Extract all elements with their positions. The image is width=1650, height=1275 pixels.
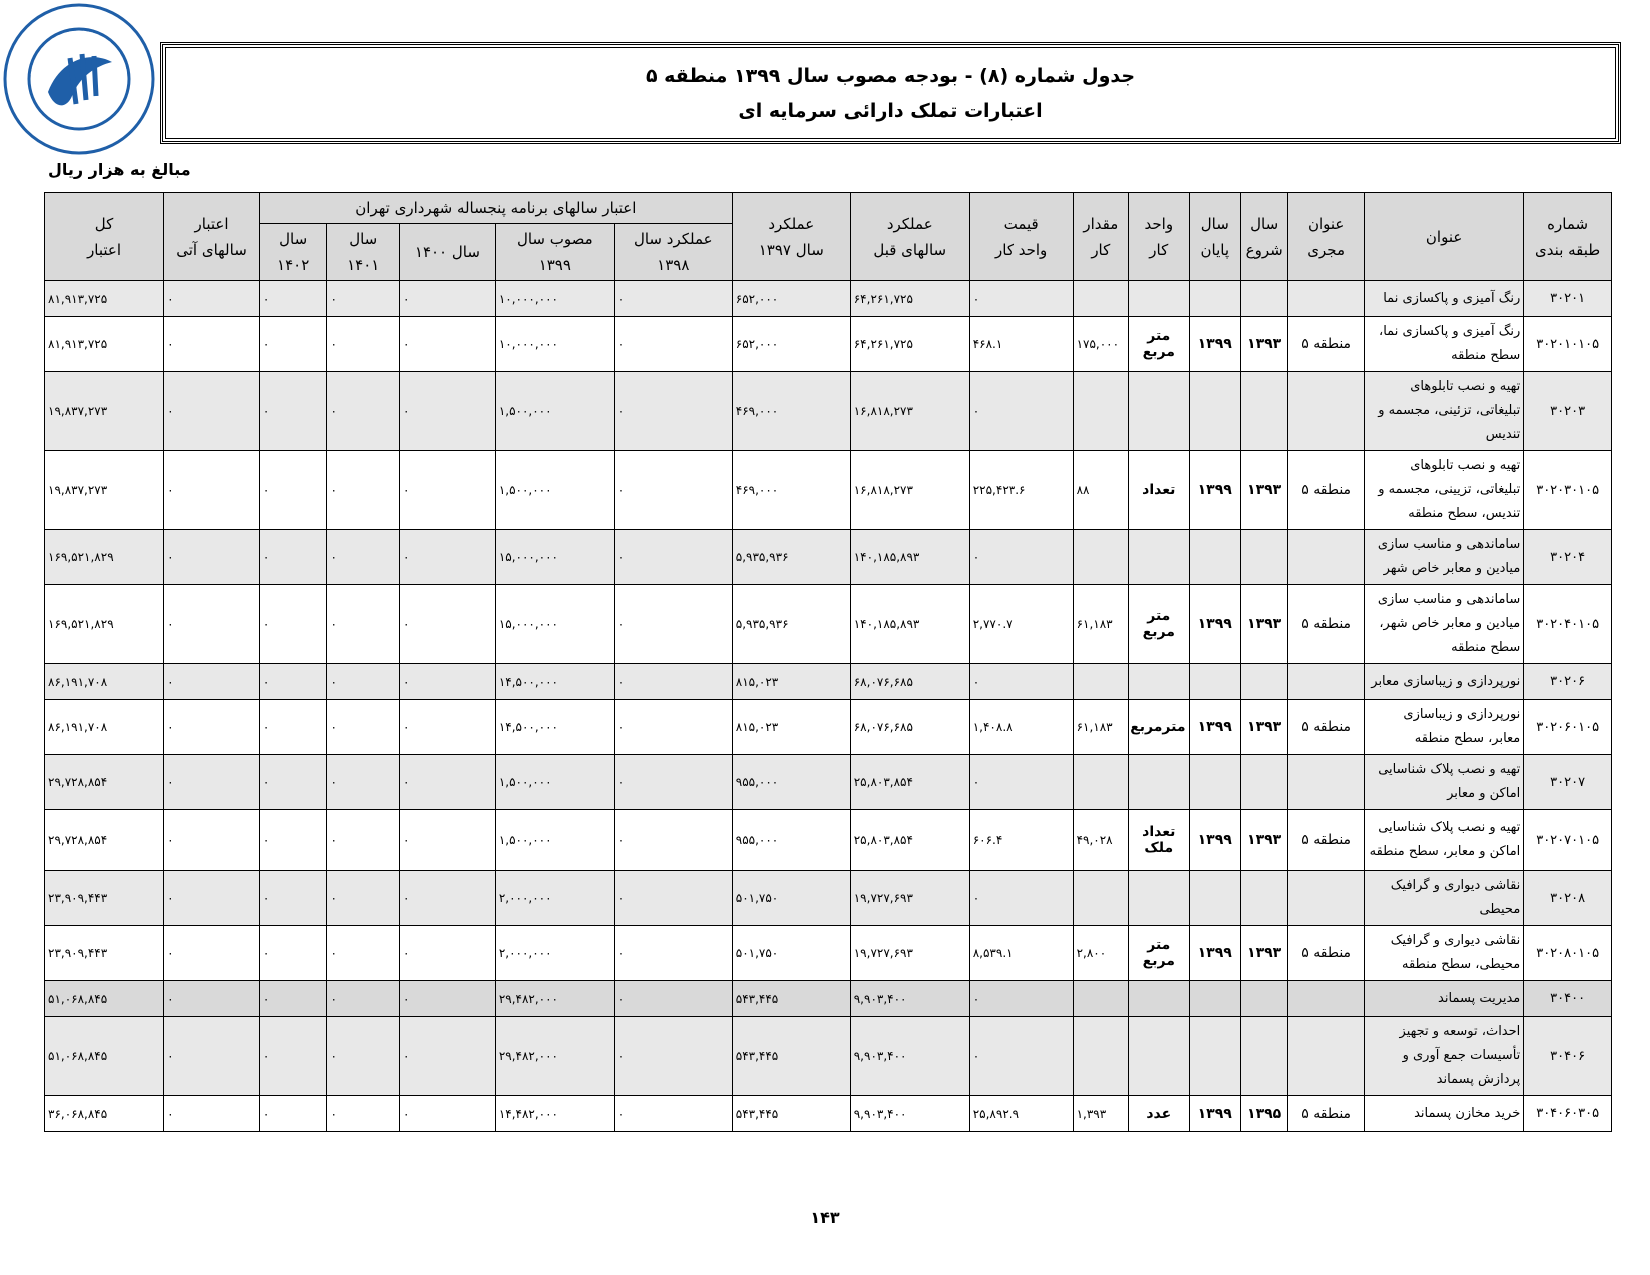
cell-qty <box>1073 755 1128 810</box>
cell-y1398: ۰ <box>614 372 732 451</box>
cell-y1397: ۹۵۵,۰۰۰ <box>732 810 850 871</box>
cell-qty: ۱۷۵,۰۰۰ <box>1073 317 1128 372</box>
cell-price: ۰ <box>969 372 1073 451</box>
cell-y1400: ۰ <box>400 700 496 755</box>
cell-future: ۰ <box>164 1017 260 1096</box>
cell-price: ۰ <box>969 1017 1073 1096</box>
cell-end: ۱۳۹۹ <box>1189 451 1240 530</box>
cell-exec: منطقه ۵ <box>1288 926 1365 981</box>
cell-prev: ۱۹,۷۲۷,۶۹۳ <box>850 871 969 926</box>
cell-future: ۰ <box>164 317 260 372</box>
table-row <box>45 585 1612 664</box>
cell-y1399: ۲,۰۰۰,۰۰۰ <box>495 926 614 981</box>
table-row <box>45 372 1612 451</box>
cell-y1398: ۰ <box>614 281 732 317</box>
cell-y1401: ۰ <box>327 281 400 317</box>
cell-y1398: ۰ <box>614 810 732 871</box>
cell-exec <box>1288 755 1365 810</box>
cell-code: ۳۰۲۰۱۰۱۰۵ <box>1524 317 1612 372</box>
table-row <box>45 810 1612 871</box>
cell-start: ۱۳۹۳ <box>1240 585 1287 664</box>
cell-total: ۲۳,۹۰۹,۴۴۳ <box>45 871 164 926</box>
cell-y1400: ۰ <box>400 1096 496 1132</box>
cell-end: ۱۳۹۹ <box>1189 585 1240 664</box>
cell-qty: ۱,۳۹۳ <box>1073 1096 1128 1132</box>
cell-qty <box>1073 372 1128 451</box>
cell-total: ۱۹,۸۳۷,۲۷۳ <box>45 372 164 451</box>
table-row <box>45 317 1612 372</box>
cell-code: ۳۰۴۰۶۰۳۰۵ <box>1524 1096 1612 1132</box>
cell-total: ۵۱,۰۶۸,۸۴۵ <box>45 1017 164 1096</box>
cell-y1397: ۸۱۵,۰۲۳ <box>732 700 850 755</box>
cell-title: تهیه و نصب پلاک شناسایی اماکن و معابر، سطح منطقه <box>1364 810 1523 871</box>
cell-code: ۳۰۴۰۶ <box>1524 1017 1612 1096</box>
cell-start <box>1240 530 1287 585</box>
cell-prev: ۲۵,۸۰۳,۸۵۴ <box>850 755 969 810</box>
cell-y1401: ۰ <box>327 585 400 664</box>
cell-y1401: ۰ <box>327 451 400 530</box>
col-total: کل اعتبار <box>45 193 164 281</box>
cell-prev: ۱۶,۸۱۸,۲۷۳ <box>850 451 969 530</box>
cell-exec: منطقه ۵ <box>1288 1096 1365 1132</box>
cell-prev: ۲۵,۸۰۳,۸۵۴ <box>850 810 969 871</box>
cell-code: ۳۰۲۰۷۰۱۰۵ <box>1524 810 1612 871</box>
table-row <box>45 700 1612 755</box>
header-row-1 <box>45 193 1612 224</box>
cell-end <box>1189 755 1240 810</box>
col-title: عنوان <box>1364 193 1523 281</box>
cell-y1399: ۱۵,۰۰۰,۰۰۰ <box>495 585 614 664</box>
cell-future: ۰ <box>164 810 260 871</box>
cell-price: ۲۲۵,۴۲۳.۶ <box>969 451 1073 530</box>
cell-exec <box>1288 1017 1365 1096</box>
cell-code: ۳۰۲۰۶ <box>1524 664 1612 700</box>
cell-end: ۱۳۹۹ <box>1189 810 1240 871</box>
cell-y1402: ۰ <box>259 1096 327 1132</box>
cell-price: ۶۰۶.۴ <box>969 810 1073 871</box>
cell-y1399: ۲,۰۰۰,۰۰۰ <box>495 871 614 926</box>
cell-title: ساماندهی و مناسب سازی میادین و معابر خاص شهر <box>1364 530 1523 585</box>
cell-y1399: ۱۴,۵۰۰,۰۰۰ <box>495 700 614 755</box>
cell-y1400: ۰ <box>400 317 496 372</box>
cell-y1399: ۱۵,۰۰۰,۰۰۰ <box>495 530 614 585</box>
cell-unit <box>1129 530 1190 585</box>
cell-y1400: ۰ <box>400 926 496 981</box>
cell-code: ۳۰۲۰۴ <box>1524 530 1612 585</box>
cell-start <box>1240 871 1287 926</box>
cell-y1400: ۰ <box>400 810 496 871</box>
cell-y1399: ۲۹,۴۸۲,۰۰۰ <box>495 1017 614 1096</box>
cell-unit <box>1129 755 1190 810</box>
cell-end <box>1189 664 1240 700</box>
cell-end: ۱۳۹۹ <box>1189 1096 1240 1132</box>
cell-y1400: ۰ <box>400 664 496 700</box>
cell-title: ساماندهی و مناسب سازی میادین و معابر خاص شهر، سطح منطقه <box>1364 585 1523 664</box>
cell-price: ۸,۵۳۹.۱ <box>969 926 1073 981</box>
col-start: سال شروع <box>1240 193 1287 281</box>
cell-y1398: ۰ <box>614 981 732 1017</box>
cell-title: نورپردازی و زیباسازی معابر <box>1364 664 1523 700</box>
table-row <box>45 926 1612 981</box>
cell-code: ۳۰۲۰۱ <box>1524 281 1612 317</box>
cell-exec <box>1288 664 1365 700</box>
cell-y1402: ۰ <box>259 372 327 451</box>
cell-total: ۵۱,۰۶۸,۸۴۵ <box>45 981 164 1017</box>
cell-y1401: ۰ <box>327 530 400 585</box>
cell-y1399: ۱,۵۰۰,۰۰۰ <box>495 810 614 871</box>
cell-y1400: ۰ <box>400 585 496 664</box>
cell-start <box>1240 981 1287 1017</box>
cell-future: ۰ <box>164 372 260 451</box>
cell-y1397: ۴۶۹,۰۰۰ <box>732 372 850 451</box>
cell-end: ۱۳۹۹ <box>1189 700 1240 755</box>
cell-exec: منطقه ۵ <box>1288 451 1365 530</box>
cell-y1400: ۰ <box>400 281 496 317</box>
cell-y1397: ۵۰۱,۷۵۰ <box>732 926 850 981</box>
col-1402: سال ۱۴۰۲ <box>259 224 327 281</box>
cell-price: ۲,۷۷۰.۷ <box>969 585 1073 664</box>
cell-future: ۰ <box>164 871 260 926</box>
cell-y1397: ۵,۹۳۵,۹۳۶ <box>732 530 850 585</box>
cell-y1402: ۰ <box>259 317 327 372</box>
cell-code: ۳۰۴۰۰ <box>1524 981 1612 1017</box>
cell-y1398: ۰ <box>614 1017 732 1096</box>
cell-future: ۰ <box>164 585 260 664</box>
col-1400: سال ۱۴۰۰ <box>400 224 496 281</box>
cell-unit: تعداد ملک <box>1129 810 1190 871</box>
cell-y1400: ۰ <box>400 981 496 1017</box>
cell-y1402: ۰ <box>259 281 327 317</box>
cell-y1397: ۶۵۲,۰۰۰ <box>732 281 850 317</box>
cell-y1402: ۰ <box>259 530 327 585</box>
cell-start <box>1240 1017 1287 1096</box>
cell-qty: ۲,۸۰۰ <box>1073 926 1128 981</box>
cell-y1402: ۰ <box>259 1017 327 1096</box>
cell-y1399: ۱,۵۰۰,۰۰۰ <box>495 755 614 810</box>
cell-title: رنگ آمیزی و پاکسازی نما، سطح منطقه <box>1364 317 1523 372</box>
cell-y1401: ۰ <box>327 810 400 871</box>
cell-end <box>1189 372 1240 451</box>
cell-future: ۰ <box>164 451 260 530</box>
col-end: سال پایان <box>1189 193 1240 281</box>
cell-total: ۸۶,۱۹۱,۷۰۸ <box>45 664 164 700</box>
cell-prev: ۶۸,۰۷۶,۶۸۵ <box>850 664 969 700</box>
cell-title: تهیه و نصب پلاک شناسایی اماکن و معابر <box>1364 755 1523 810</box>
cell-y1397: ۸۱۵,۰۲۳ <box>732 664 850 700</box>
cell-y1397: ۵,۹۳۵,۹۳۶ <box>732 585 850 664</box>
cell-title: نقاشی دیواری و گرافیک محیطی، سطح منطقه <box>1364 926 1523 981</box>
budget-table <box>44 192 1612 1132</box>
table-row <box>45 1096 1612 1132</box>
cell-prev: ۶۴,۲۶۱,۷۲۵ <box>850 281 969 317</box>
cell-start: ۱۳۹۳ <box>1240 700 1287 755</box>
cell-future: ۰ <box>164 664 260 700</box>
cell-prev: ۹,۹۰۳,۴۰۰ <box>850 1017 969 1096</box>
table-row <box>45 664 1612 700</box>
cell-y1401: ۰ <box>327 871 400 926</box>
cell-total: ۱۶۹,۵۲۱,۸۲۹ <box>45 585 164 664</box>
cell-y1397: ۵۰۱,۷۵۰ <box>732 871 850 926</box>
cell-end: ۱۳۹۹ <box>1189 926 1240 981</box>
table-row <box>45 281 1612 317</box>
cell-total: ۸۱,۹۱۳,۷۲۵ <box>45 317 164 372</box>
cell-y1399: ۱۰,۰۰۰,۰۰۰ <box>495 281 614 317</box>
cell-unit: تعداد <box>1129 451 1190 530</box>
cell-y1397: ۵۴۳,۴۴۵ <box>732 1017 850 1096</box>
table-row <box>45 530 1612 585</box>
cell-y1401: ۰ <box>327 755 400 810</box>
cell-y1400: ۰ <box>400 755 496 810</box>
cell-y1401: ۰ <box>327 700 400 755</box>
cell-future: ۰ <box>164 530 260 585</box>
cell-y1402: ۰ <box>259 585 327 664</box>
cell-total: ۲۳,۹۰۹,۴۴۳ <box>45 926 164 981</box>
cell-end <box>1189 981 1240 1017</box>
cell-total: ۱۹,۸۳۷,۲۷۳ <box>45 451 164 530</box>
cell-code: ۳۰۲۰۴۰۱۰۵ <box>1524 585 1612 664</box>
cell-price: ۰ <box>969 981 1073 1017</box>
cell-price: ۰ <box>969 755 1073 810</box>
cell-y1399: ۲۹,۴۸۲,۰۰۰ <box>495 981 614 1017</box>
table-row <box>45 871 1612 926</box>
cell-exec <box>1288 871 1365 926</box>
cell-end <box>1189 530 1240 585</box>
cell-y1398: ۰ <box>614 530 732 585</box>
col-unit: واحد کار <box>1129 193 1190 281</box>
table-row <box>45 1017 1612 1096</box>
cell-y1402: ۰ <box>259 926 327 981</box>
cell-start: ۱۳۹۵ <box>1240 1096 1287 1132</box>
cell-exec: منطقه ۵ <box>1288 810 1365 871</box>
cell-title: تهیه و نصب تابلوهای تبلیغاتی، تزیینی، مجسمه و تندیس، سطح منطقه <box>1364 451 1523 530</box>
cell-title: نقاشی دیواری و گرافیک محیطی <box>1364 871 1523 926</box>
cell-y1397: ۹۵۵,۰۰۰ <box>732 755 850 810</box>
cell-end <box>1189 1017 1240 1096</box>
cell-y1401: ۰ <box>327 926 400 981</box>
cell-y1397: ۴۶۹,۰۰۰ <box>732 451 850 530</box>
cell-exec: منطقه ۵ <box>1288 317 1365 372</box>
col-qty: مقدار کار <box>1073 193 1128 281</box>
cell-y1400: ۰ <box>400 1017 496 1096</box>
table-row <box>45 451 1612 530</box>
cell-exec <box>1288 981 1365 1017</box>
cell-y1400: ۰ <box>400 530 496 585</box>
cell-prev: ۹,۹۰۳,۴۰۰ <box>850 1096 969 1132</box>
col-1397: عملکرد سال ۱۳۹۷ <box>732 193 850 281</box>
cell-y1402: ۰ <box>259 451 327 530</box>
cell-start <box>1240 281 1287 317</box>
cell-start <box>1240 664 1287 700</box>
cell-start: ۱۳۹۳ <box>1240 317 1287 372</box>
cell-title: نورپردازی و زیباسازی معابر، سطح منطقه <box>1364 700 1523 755</box>
col-exec: عنوان مجری <box>1288 193 1365 281</box>
cell-end <box>1189 871 1240 926</box>
cell-y1402: ۰ <box>259 664 327 700</box>
cell-title: خرید مخازن پسماند <box>1364 1096 1523 1132</box>
cell-total: ۸۶,۱۹۱,۷۰۸ <box>45 700 164 755</box>
cell-exec <box>1288 530 1365 585</box>
cell-y1398: ۰ <box>614 926 732 981</box>
cell-code: ۳۰۲۰۶۰۱۰۵ <box>1524 700 1612 755</box>
cell-y1397: ۵۴۳,۴۴۵ <box>732 1096 850 1132</box>
cell-exec: منطقه ۵ <box>1288 585 1365 664</box>
cell-unit: متر مربع <box>1129 585 1190 664</box>
cell-title: تهیه و نصب تابلوهای تبلیغاتی، تزئینی، مجسمه و تندیس <box>1364 372 1523 451</box>
cell-total: ۲۹,۷۲۸,۸۵۴ <box>45 810 164 871</box>
cell-price: ۲۵,۸۹۲.۹ <box>969 1096 1073 1132</box>
cell-total: ۸۱,۹۱۳,۷۲۵ <box>45 281 164 317</box>
cell-end: ۱۳۹۹ <box>1189 317 1240 372</box>
cell-future: ۰ <box>164 1096 260 1132</box>
cell-code: ۳۰۲۰۷ <box>1524 755 1612 810</box>
cell-qty: ۸۸ <box>1073 451 1128 530</box>
cell-y1402: ۰ <box>259 981 327 1017</box>
cell-exec: منطقه ۵ <box>1288 700 1365 755</box>
cell-y1401: ۰ <box>327 1096 400 1132</box>
table-row <box>45 755 1612 810</box>
cell-y1399: ۱۰,۰۰۰,۰۰۰ <box>495 317 614 372</box>
cell-start <box>1240 372 1287 451</box>
cell-prev: ۱۴۰,۱۸۵,۸۹۳ <box>850 530 969 585</box>
cell-future: ۰ <box>164 755 260 810</box>
cell-code: ۳۰۲۰۸۰۱۰۵ <box>1524 926 1612 981</box>
cell-qty <box>1073 981 1128 1017</box>
cell-unit <box>1129 871 1190 926</box>
col-plan-group: اعتبار سالهای برنامه پنجساله شهرداری تهران <box>259 193 732 224</box>
cell-unit <box>1129 664 1190 700</box>
cell-y1400: ۰ <box>400 451 496 530</box>
cell-qty <box>1073 1017 1128 1096</box>
cell-end <box>1189 281 1240 317</box>
cell-total: ۲۹,۷۲۸,۸۵۴ <box>45 755 164 810</box>
cell-title: مدیریت پسماند <box>1364 981 1523 1017</box>
cell-y1399: ۱,۵۰۰,۰۰۰ <box>495 451 614 530</box>
cell-y1398: ۰ <box>614 700 732 755</box>
cell-price: ۰ <box>969 530 1073 585</box>
cell-start: ۱۳۹۳ <box>1240 926 1287 981</box>
cell-title: رنگ آمیزی و پاکسازی نما <box>1364 281 1523 317</box>
cell-qty <box>1073 530 1128 585</box>
cell-start <box>1240 755 1287 810</box>
cell-qty <box>1073 871 1128 926</box>
cell-y1400: ۰ <box>400 871 496 926</box>
cell-y1401: ۰ <box>327 317 400 372</box>
cell-y1398: ۰ <box>614 664 732 700</box>
cell-total: ۳۶,۰۶۸,۸۴۵ <box>45 1096 164 1132</box>
cell-code: ۳۰۲۰۸ <box>1524 871 1612 926</box>
cell-y1402: ۰ <box>259 871 327 926</box>
cell-y1402: ۰ <box>259 755 327 810</box>
cell-y1399: ۱۴,۴۸۲,۰۰۰ <box>495 1096 614 1132</box>
cell-title: احداث، توسعه و تجهیز تأسیسات جمع آوری و پردازش پسماند <box>1364 1017 1523 1096</box>
cell-y1402: ۰ <box>259 700 327 755</box>
cell-qty <box>1073 281 1128 317</box>
table-row <box>45 981 1612 1017</box>
cell-y1400: ۰ <box>400 372 496 451</box>
cell-qty: ۴۹,۰۲۸ <box>1073 810 1128 871</box>
cell-prev: ۱۹,۷۲۷,۶۹۳ <box>850 926 969 981</box>
cell-start: ۱۳۹۳ <box>1240 810 1287 871</box>
cell-prev: ۱۴۰,۱۸۵,۸۹۳ <box>850 585 969 664</box>
cell-y1399: ۱۴,۵۰۰,۰۰۰ <box>495 664 614 700</box>
col-prev: عملکرد سالهای قبل <box>850 193 969 281</box>
cell-price: ۴۶۸.۱ <box>969 317 1073 372</box>
title-box <box>160 42 1621 144</box>
cell-unit: عدد <box>1129 1096 1190 1132</box>
cell-price: ۰ <box>969 664 1073 700</box>
cell-price: ۱,۴۰۸.۸ <box>969 700 1073 755</box>
cell-y1398: ۰ <box>614 1096 732 1132</box>
cell-y1401: ۰ <box>327 1017 400 1096</box>
cell-y1397: ۵۴۳,۴۴۵ <box>732 981 850 1017</box>
col-1399: مصوب سال ۱۳۹۹ <box>495 224 614 281</box>
cell-qty: ۶۱,۱۸۳ <box>1073 585 1128 664</box>
cell-y1397: ۶۵۲,۰۰۰ <box>732 317 850 372</box>
cell-code: ۳۰۲۰۳ <box>1524 372 1612 451</box>
cell-unit <box>1129 981 1190 1017</box>
cell-future: ۰ <box>164 700 260 755</box>
col-1401: سال ۱۴۰۱ <box>327 224 400 281</box>
page-number: ۱۴۳ <box>810 1208 840 1227</box>
cell-future: ۰ <box>164 926 260 981</box>
cell-unit <box>1129 372 1190 451</box>
cell-y1398: ۰ <box>614 755 732 810</box>
cell-exec <box>1288 372 1365 451</box>
cell-total: ۱۶۹,۵۲۱,۸۲۹ <box>45 530 164 585</box>
cell-y1401: ۰ <box>327 664 400 700</box>
cell-prev: ۱۶,۸۱۸,۲۷۳ <box>850 372 969 451</box>
cell-y1398: ۰ <box>614 451 732 530</box>
cell-y1398: ۰ <box>614 871 732 926</box>
cell-prev: ۶۸,۰۷۶,۶۸۵ <box>850 700 969 755</box>
col-price: قیمت واحد کار <box>969 193 1073 281</box>
cell-price: ۰ <box>969 281 1073 317</box>
col-code: شماره طبقه بندی <box>1524 193 1612 281</box>
cell-price: ۰ <box>969 871 1073 926</box>
cell-prev: ۶۴,۲۶۱,۷۲۵ <box>850 317 969 372</box>
cell-start: ۱۳۹۳ <box>1240 451 1287 530</box>
cell-prev: ۹,۹۰۳,۴۰۰ <box>850 981 969 1017</box>
cell-y1398: ۰ <box>614 585 732 664</box>
cell-code: ۳۰۲۰۳۰۱۰۵ <box>1524 451 1612 530</box>
cell-y1398: ۰ <box>614 317 732 372</box>
cell-unit: متر مربع <box>1129 317 1190 372</box>
cell-y1401: ۰ <box>327 372 400 451</box>
cell-y1401: ۰ <box>327 981 400 1017</box>
cell-qty <box>1073 664 1128 700</box>
cell-y1399: ۱,۵۰۰,۰۰۰ <box>495 372 614 451</box>
cell-future: ۰ <box>164 281 260 317</box>
cell-unit <box>1129 281 1190 317</box>
cell-unit <box>1129 1017 1190 1096</box>
col-1398: عملکرد سال ۱۳۹۸ <box>614 224 732 281</box>
col-future: اعتبار سالهای آتی <box>164 193 260 281</box>
council-seal-logo <box>0 0 158 158</box>
cell-unit: مترمربع <box>1129 700 1190 755</box>
units-note: مبالغ به هزار ریال <box>48 160 191 179</box>
cell-future: ۰ <box>164 981 260 1017</box>
cell-qty: ۶۱,۱۸۳ <box>1073 700 1128 755</box>
cell-y1402: ۰ <box>259 810 327 871</box>
cell-unit: متر مربع <box>1129 926 1190 981</box>
cell-exec <box>1288 281 1365 317</box>
page-subtitle: اعتبارات تملک دارائی سرمایه ای <box>738 100 1043 122</box>
page-title: جدول شماره (۸) - بودجه مصوب سال ۱۳۹۹ منطقه ۵ <box>645 65 1136 87</box>
